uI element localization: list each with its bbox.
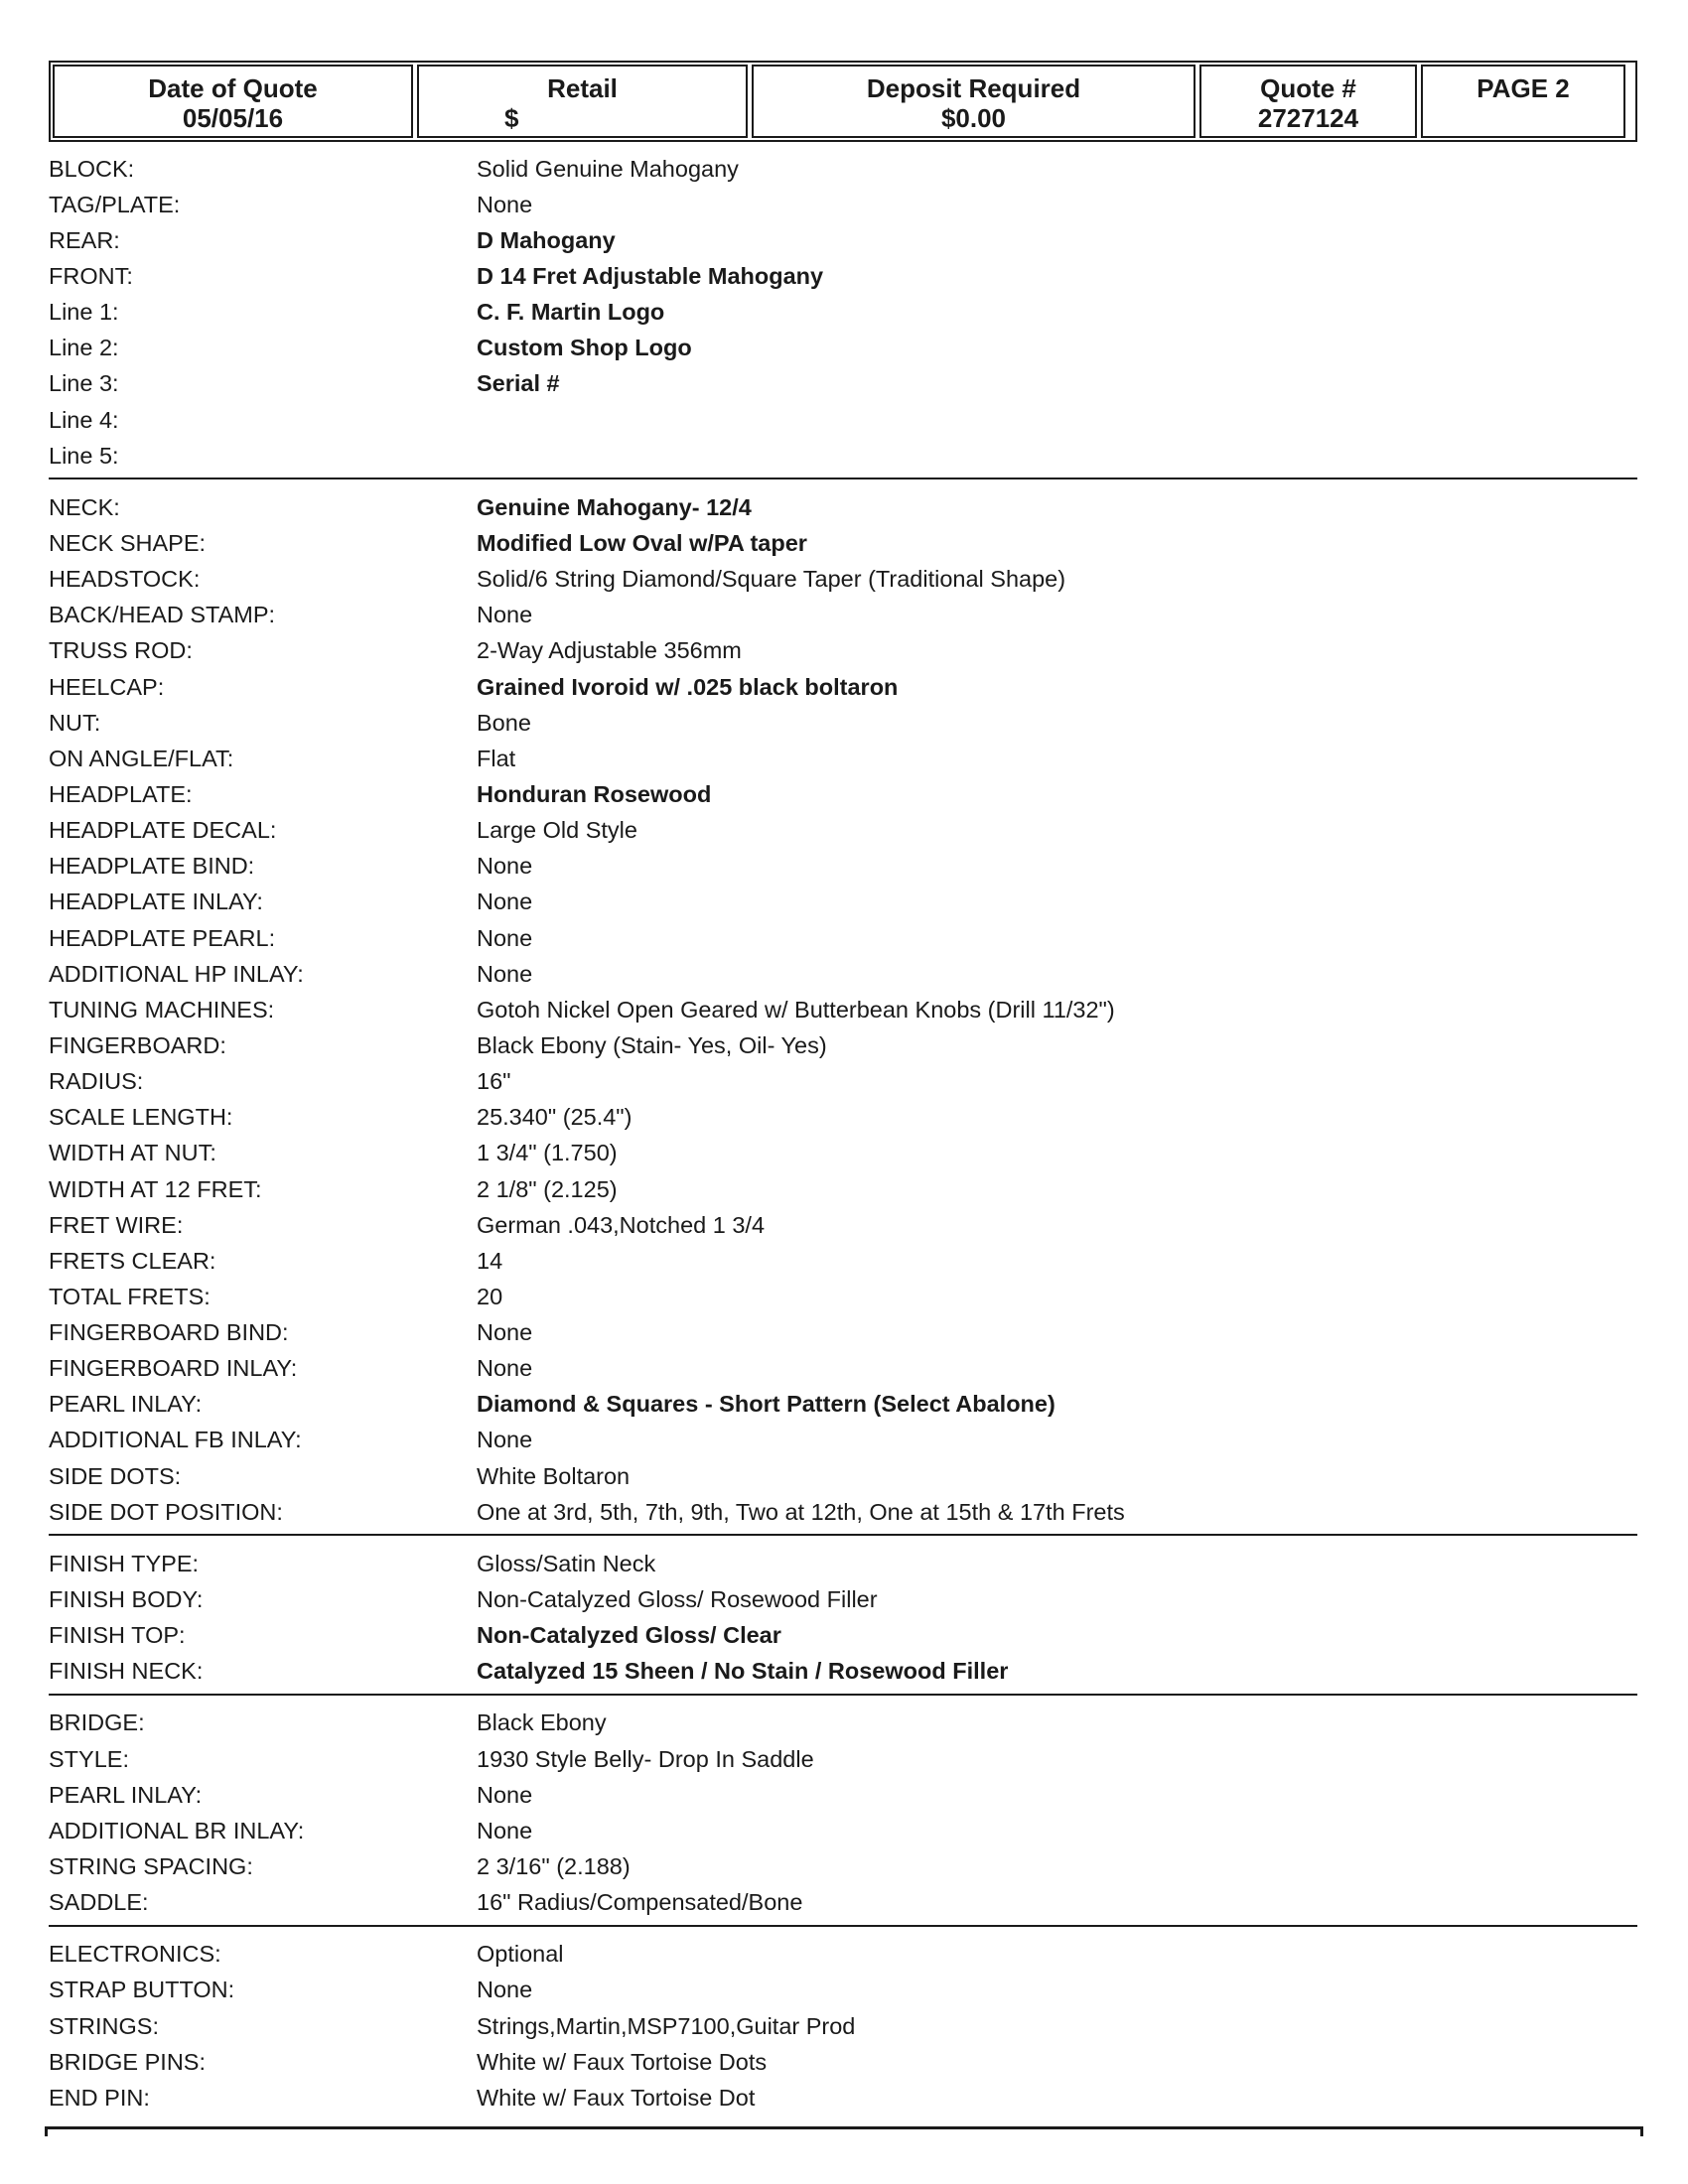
spec-row	[49, 1494, 1637, 1530]
spec-row	[49, 1973, 1637, 2008]
spec-label: NECK SHAPE:	[49, 529, 207, 556]
spec-value: D 14 Fret Adjustable Mahogany	[477, 262, 824, 289]
spec-label: FRET WIRE:	[49, 1211, 184, 1238]
spec-row	[49, 669, 1637, 705]
spec-value: 1 3/4" (1.750)	[477, 1140, 618, 1166]
spec-row	[49, 1207, 1637, 1243]
spec-row	[49, 331, 1637, 366]
spec-label: HEADPLATE INLAY:	[49, 888, 263, 915]
spec-label: FINGERBOARD BIND:	[49, 1319, 289, 1346]
spec-label: PEARL INLAY:	[49, 1781, 203, 1808]
spec-label: WIDTH AT 12 FRET:	[49, 1175, 262, 1202]
spec-row	[49, 562, 1637, 598]
quote-number-value: 2727124	[1257, 103, 1359, 133]
spec-label: FINISH NECK:	[49, 1658, 204, 1685]
spec-row	[49, 1171, 1637, 1207]
spec-value: Catalyzed 15 Sheen / No Stain / Rosewood Filler	[477, 1658, 1009, 1685]
spec-label: TUNING MACHINES:	[49, 996, 275, 1023]
spec-row	[49, 885, 1637, 920]
spec-row	[49, 920, 1637, 956]
date-of-quote-value: 05/05/16	[182, 103, 284, 133]
retail-value: $	[504, 103, 519, 133]
spec-label: SIDE DOT POSITION:	[49, 1498, 283, 1525]
spec-value: Modified Low Oval w/PA taper	[477, 529, 807, 556]
spec-value: 2 3/16" (2.188)	[477, 1853, 631, 1880]
quote-number-cell	[1199, 65, 1417, 138]
spec-label: ELECTRONICS:	[49, 1941, 221, 1968]
spec-row	[49, 2080, 1637, 2116]
spec-label: ADDITIONAL BR INLAY:	[49, 1817, 305, 1843]
spec-row	[49, 1315, 1637, 1351]
spec-row	[49, 1458, 1637, 1494]
spec-label: TRUSS ROD:	[49, 637, 193, 664]
spec-label: ADDITIONAL HP INLAY:	[49, 960, 304, 987]
spec-label: HEADPLATE BIND:	[49, 853, 255, 880]
spec-value: None	[477, 960, 533, 987]
spec-label: FINISH TOP:	[49, 1622, 186, 1649]
spec-label: Line 5:	[49, 442, 119, 469]
spec-row	[49, 1546, 1637, 1581]
spec-row	[49, 1813, 1637, 1848]
spec-row	[49, 1100, 1637, 1136]
spec-value: Gotoh Nickel Open Geared w/ Butterbean Knobs (Drill 11/32")	[477, 996, 1115, 1023]
spec-row	[49, 489, 1637, 525]
spec-value: None	[477, 1977, 533, 2003]
page-number-cell	[1421, 65, 1625, 138]
spec-label: STRINGS:	[49, 2012, 159, 2039]
spec-value: 25.340" (25.4")	[477, 1104, 633, 1131]
spec-value: Genuine Mahogany- 12/4	[477, 493, 752, 520]
spec-value: Black Ebony (Stain- Yes, Oil- Yes)	[477, 1031, 827, 1058]
spec-label: HEADPLATE DECAL:	[49, 817, 277, 844]
spec-value: Flat	[477, 745, 516, 771]
spec-row	[49, 295, 1637, 331]
deposit-required-label: Deposit Required	[866, 73, 1081, 103]
spec-row	[49, 1064, 1637, 1100]
spec-label: SIDE DOTS:	[49, 1462, 182, 1489]
spec-row	[49, 438, 1637, 474]
spec-value: One at 3rd, 5th, 7th, 9th, Two at 12th, One at 15th & 17th Frets	[477, 1498, 1125, 1525]
spec-label: STRAP BUTTON:	[49, 1977, 235, 2003]
spec-row	[49, 151, 1637, 187]
spec-value: 2-Way Adjustable 356mm	[477, 637, 742, 664]
spec-row	[49, 1243, 1637, 1279]
spec-row	[49, 1279, 1637, 1314]
spec-row	[49, 1777, 1637, 1813]
spec-value: Serial #	[477, 370, 560, 397]
spec-label: BRIDGE PINS:	[49, 2048, 207, 2075]
spec-label: FINGERBOARD:	[49, 1031, 226, 1058]
spec-label: HEADPLATE PEARL:	[49, 924, 276, 951]
spec-label: RADIUS:	[49, 1068, 144, 1095]
spec-row	[49, 402, 1637, 438]
spec-row	[49, 956, 1637, 992]
spec-label: HEADSTOCK:	[49, 566, 201, 593]
spec-section	[49, 1937, 1637, 2120]
spec-label: ADDITIONAL FB INLAY:	[49, 1427, 302, 1453]
spec-value: Honduran Rosewood	[477, 780, 712, 807]
spec-row	[49, 1027, 1637, 1063]
spec-label: BACK/HEAD STAMP:	[49, 602, 276, 628]
spec-value: 16"	[477, 1068, 511, 1095]
spec-row	[49, 2044, 1637, 2080]
spec-label: END PIN:	[49, 2084, 150, 2111]
spec-row	[49, 776, 1637, 812]
spec-row	[49, 525, 1637, 561]
quote-number-label: Quote #	[1260, 73, 1356, 103]
spec-value: White w/ Faux Tortoise Dots	[477, 2048, 768, 2075]
spec-row	[49, 1706, 1637, 1741]
spec-value: Bone	[477, 709, 531, 736]
spec-value: None	[477, 1781, 533, 1808]
spec-row	[49, 1581, 1637, 1617]
footer-rule	[45, 2126, 1643, 2129]
spec-row	[49, 2008, 1637, 2044]
spec-value: None	[477, 924, 533, 951]
deposit-required-value: $0.00	[940, 103, 1007, 133]
spec-value: None	[477, 1319, 533, 1346]
spec-label: ON ANGLE/FLAT:	[49, 745, 234, 771]
spec-row	[49, 1848, 1637, 1884]
spec-value: Strings,Martin,MSP7100,Guitar Prod	[477, 2012, 856, 2039]
spec-row	[49, 187, 1637, 222]
spec-section	[49, 1546, 1637, 1696]
spec-value: Custom Shop Logo	[477, 335, 692, 361]
spec-value: None	[477, 1817, 533, 1843]
spec-row	[49, 633, 1637, 669]
spec-value: D Mahogany	[477, 226, 616, 253]
spec-value: Optional	[477, 1941, 564, 1968]
spec-row	[49, 598, 1637, 633]
spec-row	[49, 1618, 1637, 1654]
spec-value: White w/ Faux Tortoise Dot	[477, 2084, 756, 2111]
retail-label: Retail	[547, 73, 618, 103]
spec-label: Line 3:	[49, 370, 119, 397]
spec-value: None	[477, 853, 533, 880]
spec-row	[49, 222, 1637, 258]
spec-row	[49, 705, 1637, 741]
spec-label: SADDLE:	[49, 1889, 149, 1916]
spec-row	[49, 992, 1637, 1027]
page-number-label: PAGE 2	[1477, 73, 1570, 103]
spec-label: BRIDGE:	[49, 1709, 145, 1736]
spec-row	[49, 258, 1637, 294]
spec-value: Solid/6 String Diamond/Square Taper (Traditional Shape)	[477, 566, 1066, 593]
spec-value: Non-Catalyzed Gloss/ Rosewood Filler	[477, 1586, 878, 1613]
spec-label: TAG/PLATE:	[49, 191, 181, 217]
spec-value: None	[477, 1355, 533, 1382]
spec-value: 14	[477, 1247, 503, 1274]
spec-list	[49, 151, 1637, 2129]
spec-row	[49, 1885, 1637, 1921]
spec-row	[49, 1937, 1637, 1973]
spec-label: FINISH TYPE:	[49, 1550, 200, 1576]
spec-label: Line 2:	[49, 335, 119, 361]
spec-label: HEADPLATE:	[49, 780, 193, 807]
spec-value: 2 1/8" (2.125)	[477, 1175, 618, 1202]
spec-value: Grained Ivoroid w/ .025 black boltaron	[477, 673, 899, 700]
spec-value: Gloss/Satin Neck	[477, 1550, 656, 1576]
spec-value: None	[477, 888, 533, 915]
spec-value: C. F. Martin Logo	[477, 299, 665, 326]
date-of-quote-label: Date of Quote	[148, 73, 318, 103]
spec-label: NUT:	[49, 709, 101, 736]
quote-header	[49, 61, 1637, 142]
spec-row	[49, 849, 1637, 885]
spec-label: PEARL INLAY:	[49, 1391, 203, 1418]
spec-row	[49, 741, 1637, 776]
spec-label: FINGERBOARD INLAY:	[49, 1355, 298, 1382]
spec-value: Diamond & Squares - Short Pattern (Select Abalone)	[477, 1391, 1055, 1418]
spec-label: STRING SPACING:	[49, 1853, 253, 1880]
deposit-required-cell	[752, 65, 1196, 138]
spec-value: None	[477, 1427, 533, 1453]
spec-row	[49, 1136, 1637, 1171]
spec-label: STYLE:	[49, 1745, 129, 1772]
spec-value: White Boltaron	[477, 1462, 631, 1489]
spec-section	[49, 489, 1637, 1536]
spec-value: Large Old Style	[477, 817, 637, 844]
spec-label: TOTAL FRETS:	[49, 1283, 211, 1309]
spec-row	[49, 1351, 1637, 1387]
spec-label: FRONT:	[49, 262, 133, 289]
spec-label: REAR:	[49, 226, 120, 253]
spec-label: Line 1:	[49, 299, 119, 326]
spec-value: 20	[477, 1283, 503, 1309]
spec-row	[49, 1741, 1637, 1777]
spec-label: NECK:	[49, 493, 120, 520]
spec-label: BLOCK:	[49, 155, 135, 182]
spec-row	[49, 1654, 1637, 1690]
spec-label: Line 4:	[49, 406, 119, 433]
spec-value: Solid Genuine Mahogany	[477, 155, 739, 182]
spec-value: None	[477, 191, 533, 217]
spec-value: 16" Radius/Compensated/Bone	[477, 1889, 803, 1916]
spec-value: None	[477, 602, 533, 628]
spec-value: Non-Catalyzed Gloss/ Clear	[477, 1622, 781, 1649]
spec-row	[49, 1387, 1637, 1423]
date-of-quote-cell	[53, 65, 413, 138]
retail-cell	[417, 65, 748, 138]
spec-label: SCALE LENGTH:	[49, 1104, 233, 1131]
spec-row	[49, 813, 1637, 849]
spec-section	[49, 1706, 1637, 1927]
spec-value: Black Ebony	[477, 1709, 607, 1736]
spec-value: German .043,Notched 1 3/4	[477, 1211, 766, 1238]
spec-label: WIDTH AT NUT:	[49, 1140, 216, 1166]
spec-value: 1930 Style Belly- Drop In Saddle	[477, 1745, 814, 1772]
spec-row	[49, 1423, 1637, 1458]
spec-row	[49, 366, 1637, 402]
spec-label: FRETS CLEAR:	[49, 1247, 216, 1274]
spec-label: HEELCAP:	[49, 673, 165, 700]
spec-label: FINISH BODY:	[49, 1586, 204, 1613]
spec-section	[49, 151, 1637, 479]
